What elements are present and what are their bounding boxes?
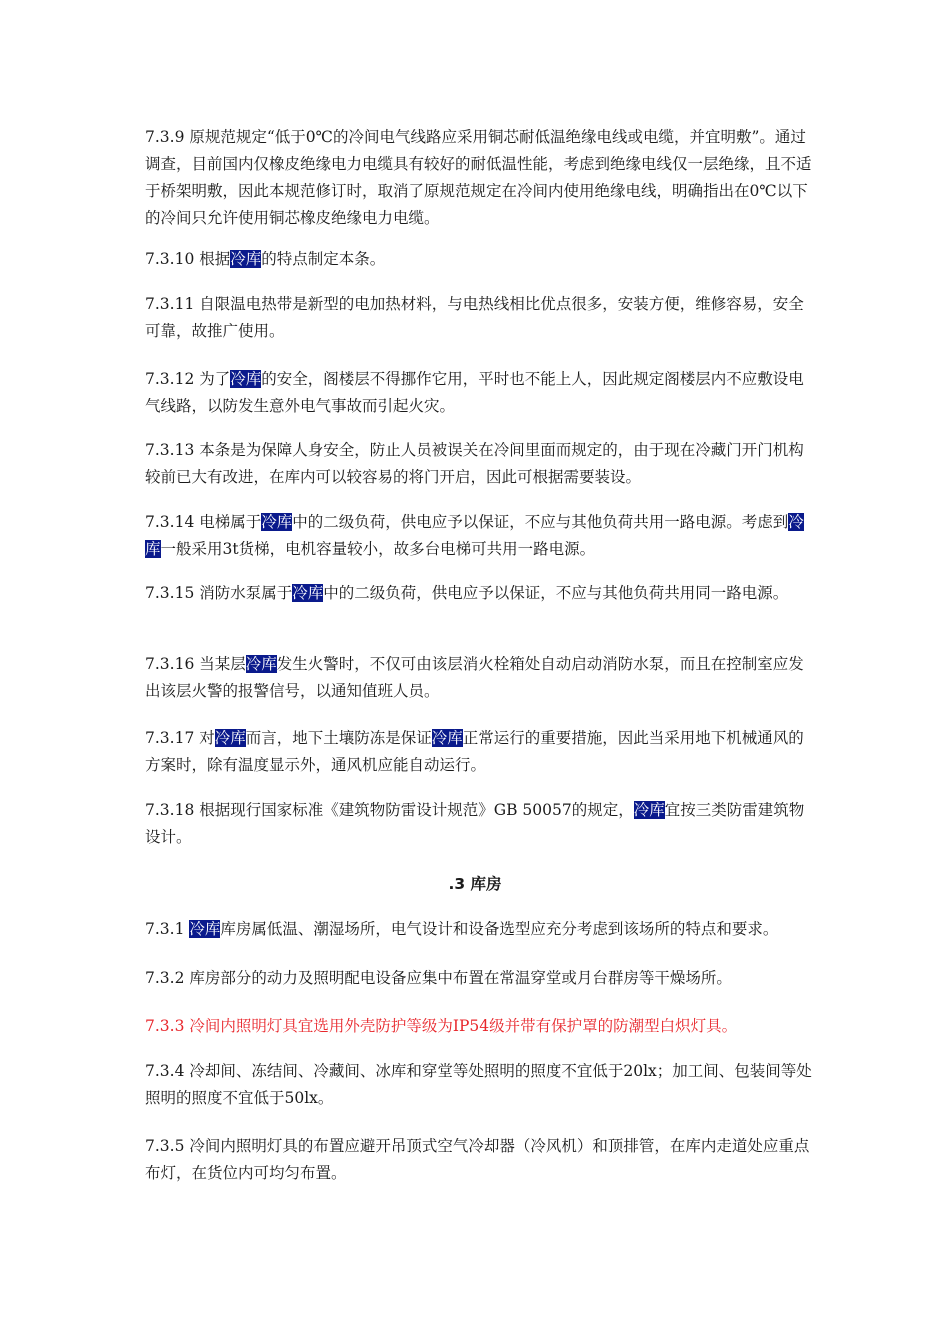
paragraph-text: 宜按三类防雷建筑物设计。 [145, 801, 805, 846]
highlighted-term: 冷库 [230, 370, 262, 388]
paragraph-7-3-5 [145, 1133, 815, 1187]
paragraph-text: 而言，地下土壤防冻是保证 [245, 729, 432, 747]
paragraph-text: 一般采用3t货梯，电机容量较小，故多台电梯可共用一路电源。 [160, 540, 596, 558]
paragraph-text: 7.3.5 冷间内照明灯具的布置应避开吊顶式空气冷却器（冷风机）和顶排管，在库内走道处应重点布灯，在货位内可均匀布置。 [145, 1137, 810, 1182]
paragraph-7-3-4 [145, 1058, 815, 1112]
paragraph-text: 的特点制定本条。 [261, 250, 386, 268]
paragraph-7-3-1 [145, 916, 815, 943]
paragraph-7-3-12 [145, 366, 815, 420]
paragraph-text: 7.3.9 原规范规定“低于0℃的冷间电气线路应采用铜芯耐低温绝缘电线或电缆，并宜明敷”。通过调查，目前国内仅橡皮绝缘电力电缆具有较好的耐低温性能，考虑到绝缘电线仅一层绝缘，且不适于桥架明敷，因此本规范修订时，取消了原规范规定在冷间内使用绝缘电线，明确指出在0℃以下的冷间只允许使用铜芯橡皮绝缘电力电缆。 [145, 128, 812, 227]
highlighted-term: 冷库 [214, 729, 246, 747]
paragraph-7-3-10 [145, 246, 815, 273]
paragraph-text: 7.3.12 为了 [145, 370, 231, 388]
section-heading: .3 库房 [448, 875, 502, 893]
highlighted-term: 冷库 [633, 801, 665, 819]
paragraph-text: 7.3.15 消防水泵属于 [145, 584, 293, 602]
paragraph-7-3-16 [145, 651, 815, 705]
paragraph-text: 库房属低温、潮湿场所，电气设计和设备选型应充分考虑到该场所的特点和要求。 [220, 920, 779, 938]
paragraph-text: 7.3.17 对 [145, 729, 215, 747]
paragraph-text: 中的二级负荷，供电应予以保证，不应与其他负荷共用同一路电源。 [323, 584, 789, 602]
paragraph-7-3-2 [145, 965, 815, 992]
highlighted-term: 冷库 [431, 729, 463, 747]
paragraph-text: 7.3.13 本条是为保障人身安全，防止人员被误关在冷间里面而规定的，由于现在冷藏门开门机构较前已大有改进，在库内可以较容易的将门开启，因此可根据需要装设。 [145, 441, 804, 486]
paragraph-text: 7.3.16 当某层 [145, 655, 246, 673]
paragraph-7-3-18 [145, 797, 815, 851]
paragraph-7-3-11 [145, 291, 815, 345]
paragraph-text: 7.3.2 库房部分的动力及照明配电设备应集中布置在常温穿堂或月台群房等干燥场所。 [145, 969, 732, 987]
highlighted-term: 冷库 [230, 250, 262, 268]
paragraph-7-3-17 [145, 725, 815, 779]
paragraph-text: 7.3.11 自限温电热带是新型的电加热材料，与电热线相比优点很多，安装方便，维修容易，安全可靠，故推广使用。 [145, 295, 804, 340]
highlighted-term: 冷库 [245, 655, 277, 673]
paragraph-7-3-3 [145, 1013, 815, 1040]
paragraph-text: 7.3.18 根据现行国家标准《建筑物防雷设计规范》GB 50057的规定， [145, 801, 634, 819]
paragraph-text: 7.3.10 根据 [145, 250, 231, 268]
paragraph-7-3-13 [145, 437, 815, 491]
paragraph-text: 7.3.4 冷却间、冻结间、冷藏间、冰库和穿堂等处照明的照度不宜低于20lx；加工间、包装间等处照明的照度不宜低于50lx。 [145, 1062, 812, 1107]
paragraph-text: 的安全，阁楼层不得挪作它用，平时也不能上人，因此规定阁楼层内不应敷设电气线路，以防发生意外电气事故而引起火灾。 [145, 370, 804, 415]
highlighted-term: 冷库 [261, 513, 293, 531]
paragraph-text: 7.3.3 冷间内照明灯具宜选用外壳防护等级为IP54级并带有保护罩的防潮型白炽灯具。 [145, 1017, 738, 1035]
paragraph-text: 7.3.14 电梯属于 [145, 513, 262, 531]
paragraph-text: 中的二级负荷，供电应予以保证，不应与其他负荷共用一路电源。考虑到 [292, 513, 789, 531]
paragraph-text: 7.3.1 [145, 920, 190, 938]
highlighted-term: 冷库 [145, 513, 804, 558]
paragraph-text: 发生火警时，不仅可由该层消火栓箱处自动启动消防水泵，而且在控制室应发出该层火警的报警信号，以通知值班人员。 [145, 655, 804, 700]
highlighted-term: 冷库 [189, 920, 221, 938]
paragraph-7-3-14 [145, 509, 815, 563]
highlighted-term: 冷库 [292, 584, 324, 602]
paragraph-text: 正常运行的重要措施，因此当采用地下机械通风的方案时，除有温度显示外，通风机应能自动运行。 [145, 729, 804, 774]
paragraph-7-3-9 [145, 124, 815, 232]
paragraph-7-3-15 [145, 580, 815, 607]
